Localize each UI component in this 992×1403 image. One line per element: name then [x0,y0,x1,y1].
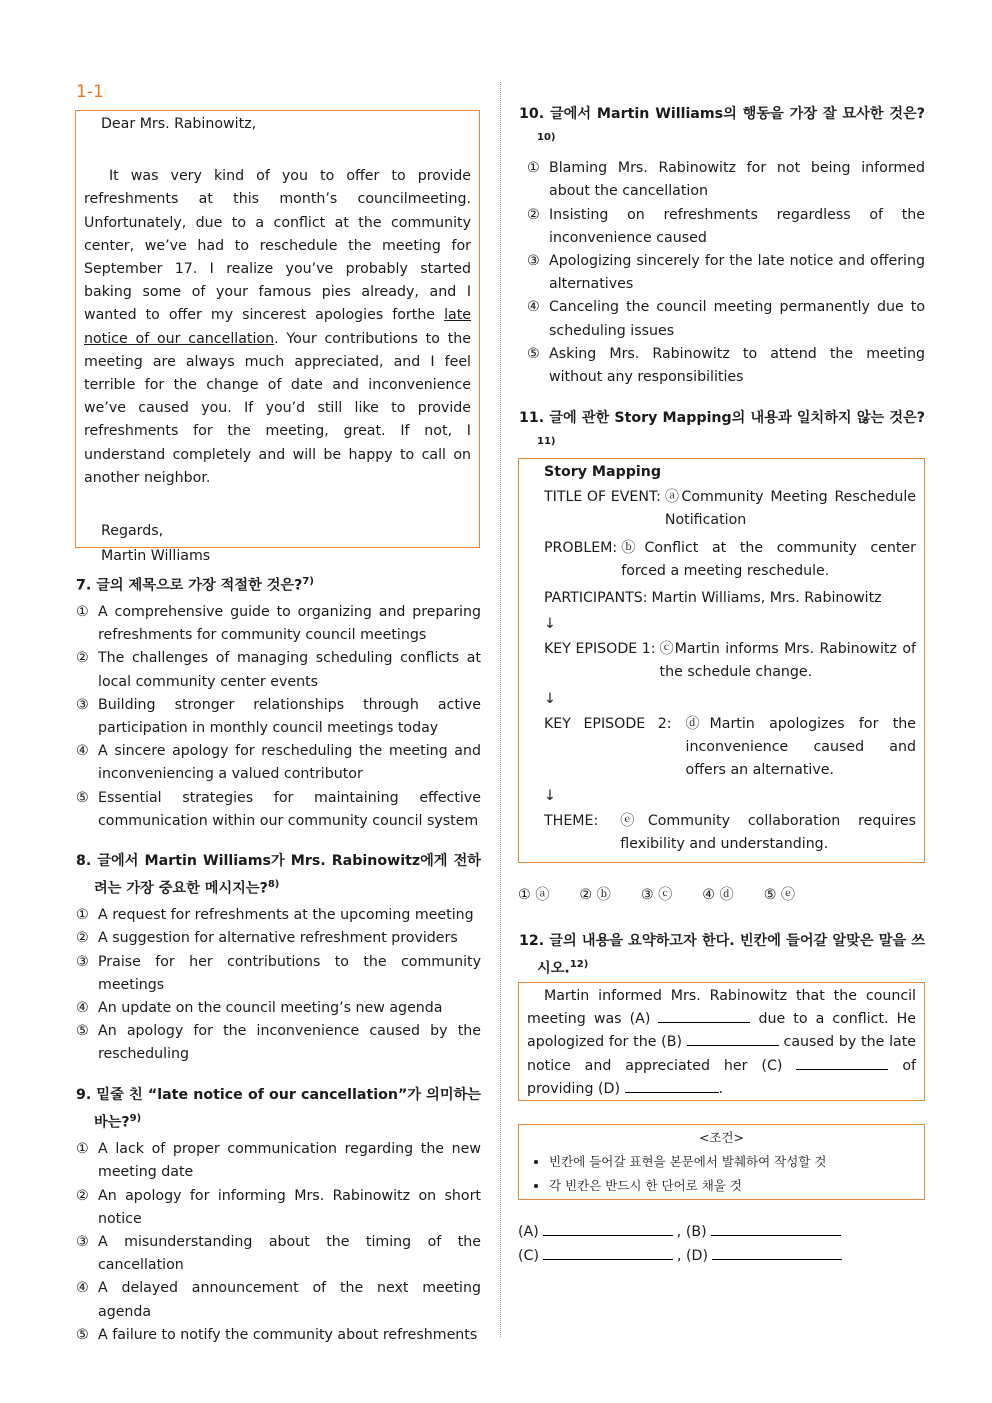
option[interactable]: ② An apology for informing Mrs. Rabinowitz on short notice [76,1187,481,1227]
option[interactable]: ⑤ Essential strategies for maintaining effective communication within our community council system [76,789,481,829]
question-7-options [76,601,481,833]
story-mapping-title: Story Mapping [544,464,662,480]
question-8-title: 8. 글에서 Martin Williams가 Mrs. Rabinowitz에게 전하려는 가장 중요한 메시지는?$^{8)}$ [76,853,481,897]
option[interactable]: ③ Praise for her contributions to the community meetings [76,953,481,993]
story-problem-row: PROBLEM: ⓑConflict at the community center forced a meeting reschedule. [544,539,916,579]
question-8-options [76,904,481,1066]
option[interactable]: ④ An update on the council meeting’s new agenda [76,999,443,1016]
story-participants-row: PARTICIPANTS: Martin Williams, Mrs. Rabinowitz [544,590,882,607]
answer-line-c[interactable] [543,1247,673,1260]
question-8 [76,850,481,1067]
letter-closing: Regards, [101,523,164,540]
option[interactable]: ⑤ Asking Mrs. Rabinowitz to attend the meeting without any responsibilities [527,345,925,385]
option[interactable]: ⑤ An apology for the inconvenience caused by the rescheduling [76,1023,481,1063]
underlined-phrase: late notice of our cancellation [84,307,471,347]
option[interactable]: ③ Building stronger relationships through active participation in monthly council meetings today [76,696,481,736]
option[interactable]: ④ A sincere apology for rescheduling the meeting and inconveniencing a valued contributor [76,743,481,783]
option[interactable]: ③ Apologizing sincerely for the late notice and offering alternatives [527,252,925,293]
conditions-title: <조건> [698,1130,745,1145]
letter-body-pre: It was very kind of you to offer to provide refreshments at this month’s councilmeeting. Unfortunately, due to a conflict at the community center, we’ve had to reschedule the meeting for September 17. I realize you’ve probably started baking some of your famous pies already, and I wanted to offer my sincerest apologies forthe [84,168,471,324]
question-12 [519,930,925,981]
story-title-row: TITLE OF EVENT: ⓐCommunity Meeting Reschedule Notification [544,489,916,529]
blank-d[interactable] [625,1078,719,1093]
letter-salutation: Dear Mrs. Rabinowitz, [101,116,257,132]
question-9 [76,1084,481,1347]
down-arrow-icon: ↓ [544,788,556,805]
option[interactable]: ② A suggestion for alternative refreshment providers [76,930,458,947]
answer-option[interactable]: ① ⓐ [518,887,550,903]
letter-body-post: . Your contributions to the meeting are always much appreciated, and I feel terrible for the change of date and inconvenience we’ve caused you. If you’d still like to provide refreshments for the meeting, great. If not, I understand completely and will be happy to call on another neighbor. [84,330,471,486]
blank-c[interactable] [796,1055,888,1070]
option[interactable]: ① A comprehensive guide to organizing and preparing refreshments for community council meetings [76,603,481,644]
question-9-title: 9. 밑줄 친 “late notice of our cancellation”가 의미하는 바는?$^{9)}$ [76,1087,481,1131]
blank-a[interactable] [658,1008,750,1023]
question-11-answers [518,884,795,904]
question-11 [519,407,925,458]
conditions-list [549,1150,924,1198]
question-10 [519,103,925,389]
summary-box: Martin informed Mrs. Rabinowitz that the council meeting was (A) due to a conflict. He apologized for the (B) caused by the late notice and appreciated her (C) of providing (D) . [518,982,925,1101]
question-7 [76,570,481,833]
answer-option[interactable]: ⑤ ⓔ [763,887,796,903]
question-10-options [527,157,925,389]
answer-option[interactable]: ② ⓑ [579,887,611,903]
conditions-box [518,1124,925,1200]
question-11-title: 11. 글에 관한 Story Mapping의 내용과 일치하지 않는 것은?$^{11)}$ [519,410,925,448]
story-mapping-box [518,458,925,863]
option[interactable]: ④ A delayed announcement of the next meeting agenda [76,1280,481,1320]
letter-box [75,110,480,565]
option[interactable]: ① A request for refreshments at the upcoming meeting [76,907,474,924]
question-10-title: 10. 글에서 Martin Williams의 행동을 가장 잘 묘사한 것은?$^{10)}$ [519,106,925,144]
condition-item: • 각 빈칸은 반드시 한 단어로 채울 것 [549,1174,924,1198]
answer-line-row: (A) , (B) [518,1220,846,1244]
answer-lines [518,1220,846,1268]
option[interactable]: ① A lack of proper communication regarding the new meeting date [76,1141,481,1181]
question-7-title: 7. 글의 제목으로 가장 적절한 것은?$^{7)}$ [76,576,314,594]
column-divider [500,82,501,1337]
option[interactable]: ② The challenges of managing scheduling conflicts at local community center events [76,650,481,690]
option[interactable]: ③ A misunderstanding about the timing of the cancellation [76,1233,481,1274]
answer-line-a[interactable] [543,1223,673,1236]
answer-line-row: (C) , (D) [518,1244,846,1268]
answer-line-b[interactable] [711,1223,841,1236]
down-arrow-icon: ↓ [544,616,556,633]
story-theme-row: THEME: ⓔCommunity collaboration requires flexibility and understanding. [544,813,916,853]
condition-item: • 빈칸에 들어갈 표현을 본문에서 발췌하여 작성할 것 [549,1150,924,1174]
section-label: 1-1 [76,82,104,102]
option[interactable]: ④ Canceling the council meeting permanently due to scheduling issues [527,299,925,339]
blank-b[interactable] [687,1031,779,1046]
answer-line-d[interactable] [712,1247,842,1260]
option[interactable]: ② Insisting on refreshments regardless of the inconvenience caused [527,206,925,246]
story-episode-1-row: KEY EPISODE 1: ⓒMartin informs Mrs. Rabinowitz of the schedule change. [544,641,916,681]
answer-option[interactable]: ③ ⓒ [640,887,673,903]
letter-signature: Martin Williams [101,548,211,565]
question-12-title: 12. 글의 내용을 요약하고자 한다. 빈칸에 들어갈 알맞은 말을 쓰시오.$^{12)}$ [519,933,925,977]
letter-body [84,165,471,490]
question-9-options [76,1138,481,1347]
option[interactable]: ⑤ A failure to notify the community about refreshments [76,1326,478,1343]
answer-option[interactable]: ④ ⓓ [702,887,734,903]
option[interactable]: ① Blaming Mrs. Rabinowitz for not being informed about the cancellation [527,160,925,200]
story-episode-2-row: KEY EPISODE 2: ⓓMartin apologizes for the inconvenience caused and offers an alternative. [544,715,916,779]
down-arrow-icon: ↓ [544,690,556,707]
